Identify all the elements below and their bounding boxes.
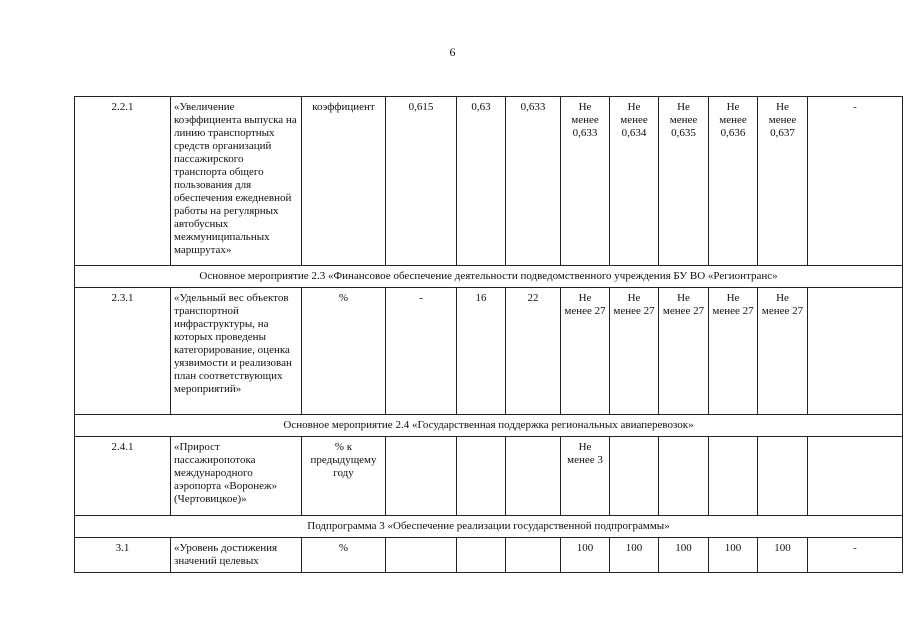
- unit-cell: % к предыдущему году: [302, 437, 386, 516]
- section-row: [75, 266, 903, 288]
- indicator-name: «Прирост пассажиропотока международного аэропорта «Воронеж» (Чертовицкое)»: [171, 437, 302, 516]
- value-cell: [457, 437, 506, 516]
- value-cell: [506, 538, 561, 573]
- target-cell: Не менее 27: [709, 288, 758, 415]
- table-row: [75, 288, 903, 415]
- target-cell: Не менее 27: [610, 288, 659, 415]
- target-cell: [659, 437, 709, 516]
- note-cell: -: [808, 97, 903, 266]
- row-number: 2.4.1: [75, 437, 171, 516]
- value-cell: 0,633: [506, 97, 561, 266]
- value-cell: [386, 538, 457, 573]
- section-heading: Основное мероприятие 2.4 «Государственная поддержка региональных авиаперевозок»: [75, 415, 903, 437]
- target-cell: 100: [758, 538, 808, 573]
- target-cell: 100: [610, 538, 659, 573]
- unit-cell: %: [302, 538, 386, 573]
- table-row: [75, 538, 903, 573]
- target-cell: Не менее 0,633: [561, 97, 610, 266]
- note-cell: [808, 437, 903, 516]
- value-cell: -: [386, 288, 457, 415]
- target-cell: [709, 437, 758, 516]
- value-cell: [386, 437, 457, 516]
- target-cell: 100: [709, 538, 758, 573]
- target-cell: Не менее 0,637: [758, 97, 808, 266]
- unit-cell: %: [302, 288, 386, 415]
- indicator-name: «Удельный вес объектов транспортной инфраструктуры, на которых проведены категорирование, оценка уязвимости и реализован план соответствующих мероприятий»: [171, 288, 302, 415]
- section-row: [75, 516, 903, 538]
- note-cell: [808, 288, 903, 415]
- table-row: [75, 437, 903, 516]
- row-number: 3.1: [75, 538, 171, 573]
- section-heading: Подпрограмма 3 «Обеспечение реализации государственной подпрограммы»: [75, 516, 903, 538]
- value-cell: [506, 437, 561, 516]
- row-number: 2.2.1: [75, 97, 171, 266]
- note-cell: -: [808, 538, 903, 573]
- target-cell: Не менее 27: [659, 288, 709, 415]
- indicators-table: [74, 96, 903, 573]
- page-number: 6: [449, 45, 456, 59]
- section-row: [75, 415, 903, 437]
- target-cell: [610, 437, 659, 516]
- target-cell: Не менее 0,635: [659, 97, 709, 266]
- section-heading: Основное мероприятие 2.3 «Финансовое обеспечение деятельности подведомственного учреждения БУ ВО «Регионтранс»: [75, 266, 903, 288]
- value-cell: 16: [457, 288, 506, 415]
- indicator-name: «Увеличение коэффициента выпуска на линию транспортных средств организаций пассажирского транспорта общего пользования для обеспечения ежедневной работы на регулярных автобусных межмуниципальных маршрутах»: [171, 97, 302, 266]
- table-row: [75, 97, 903, 266]
- target-cell: Не менее 27: [561, 288, 610, 415]
- value-cell: 0,63: [457, 97, 506, 266]
- target-cell: [758, 437, 808, 516]
- value-cell: 22: [506, 288, 561, 415]
- target-cell: Не менее 0,636: [709, 97, 758, 266]
- target-cell: Не менее 0,634: [610, 97, 659, 266]
- indicator-name: «Уровень достижения значений целевых: [171, 538, 302, 573]
- unit-cell: коэффициент: [302, 97, 386, 266]
- target-cell: Не менее 3: [561, 437, 610, 516]
- value-cell: [457, 538, 506, 573]
- target-cell: 100: [561, 538, 610, 573]
- row-number: 2.3.1: [75, 288, 171, 415]
- target-cell: 100: [659, 538, 709, 573]
- value-cell: 0,615: [386, 97, 457, 266]
- target-cell: Не менее 27: [758, 288, 808, 415]
